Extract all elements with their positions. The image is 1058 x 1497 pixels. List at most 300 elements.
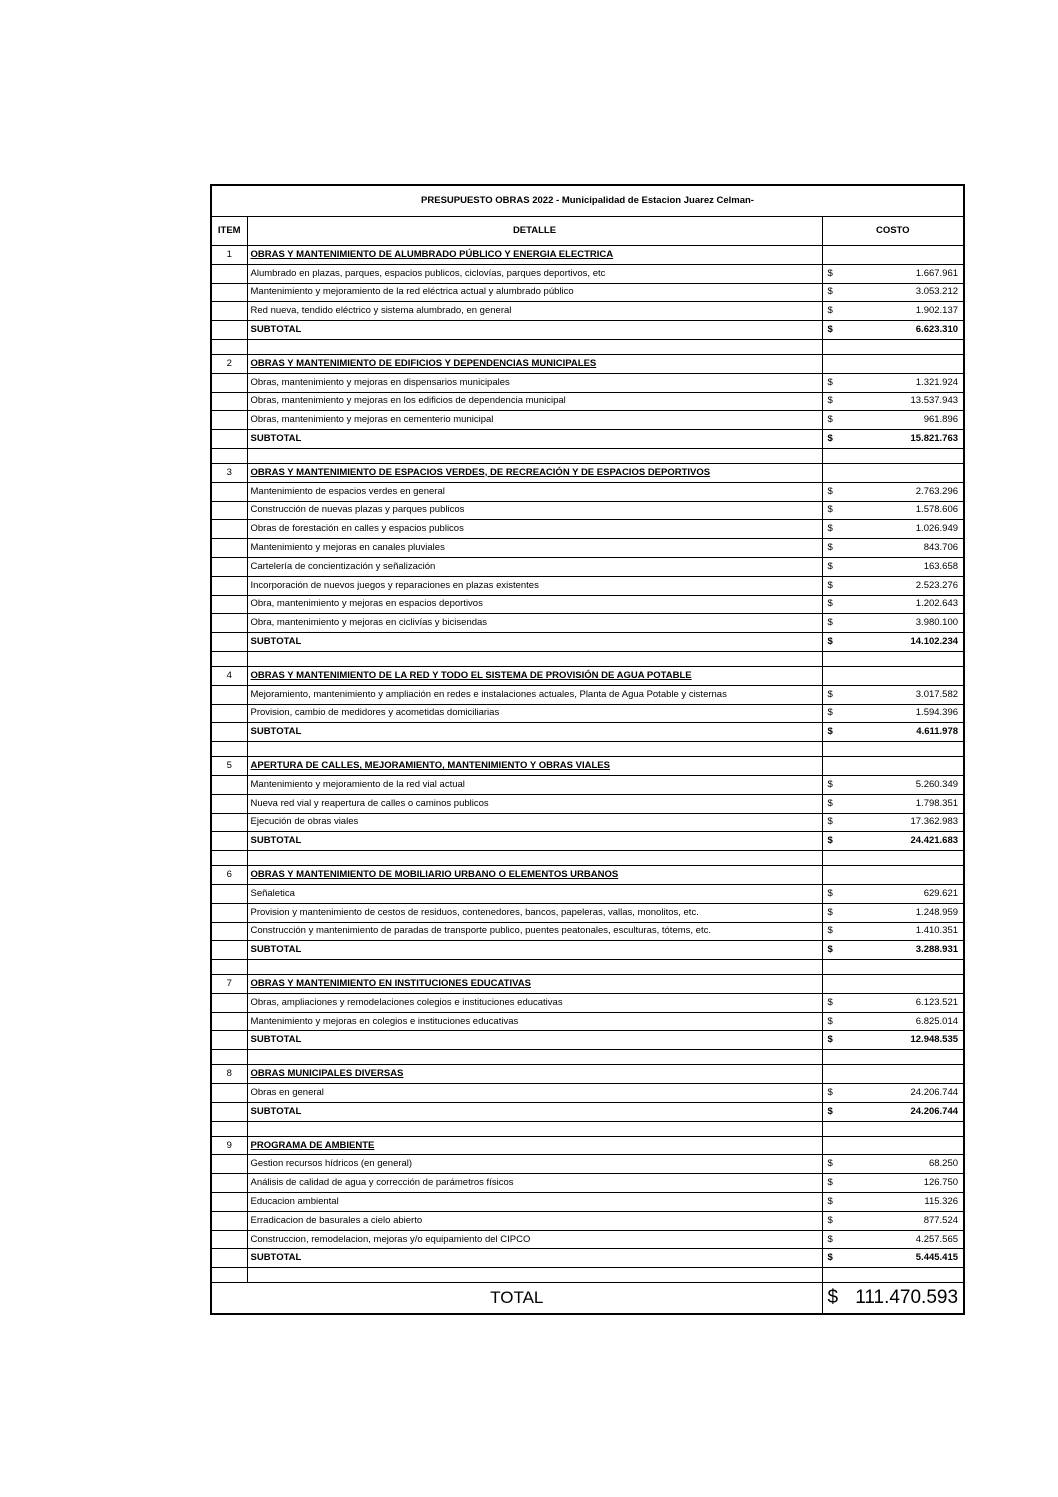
row-detail: Obra, mantenimiento y mejoras en ciclivías y bicisendas [247, 614, 822, 633]
row-cost-wrap [826, 393, 961, 409]
currency-symbol: $ [827, 778, 833, 790]
row-cost-wrap [826, 1232, 961, 1248]
row-detail: Provision, cambio de medidores y acometidas domiciliarias [247, 704, 822, 723]
subtotal-row [211, 941, 964, 960]
row-cost [822, 813, 964, 832]
section-heading-row [211, 666, 964, 685]
table-row [211, 302, 964, 321]
row-item-empty [211, 1230, 247, 1249]
spacer-row [211, 1268, 964, 1283]
spacer-cell [822, 339, 964, 354]
row-cost-wrap [826, 995, 961, 1011]
currency-symbol: $ [827, 305, 833, 317]
table-header-row [211, 217, 964, 246]
subtotal-row [211, 430, 964, 449]
row-cost [822, 1211, 964, 1230]
subtotal-cost-wrap [826, 724, 961, 740]
subtotal-item-empty [211, 430, 247, 449]
currency-symbol: $ [827, 542, 833, 554]
section-cost-empty [822, 1136, 964, 1155]
row-cost [822, 1155, 964, 1174]
row-item-empty [211, 264, 247, 283]
section-cost-empty [822, 757, 964, 776]
row-cost-amount: 6.825.014 [915, 1015, 959, 1027]
row-cost-amount: 126.750 [923, 1177, 959, 1189]
currency-symbol: $ [827, 617, 833, 629]
table-title: PRESUPUESTO OBRAS 2022 - Municipalidad de Estacion Juarez Celman- [211, 185, 964, 217]
subtotal-row [211, 321, 964, 340]
table-row [211, 501, 964, 520]
table-row [211, 794, 964, 813]
row-cost-amount: 1.410.351 [915, 925, 959, 937]
row-item-empty [211, 482, 247, 501]
section-cost-empty [822, 866, 964, 885]
table-row [211, 922, 964, 941]
table-row [211, 903, 964, 922]
row-item-empty [211, 539, 247, 558]
row-cost-wrap [826, 796, 961, 812]
row-item-empty [211, 1211, 247, 1230]
row-cost [822, 1084, 964, 1103]
table-row [211, 1155, 964, 1174]
row-cost-wrap [826, 375, 961, 391]
subtotal-cost [822, 633, 964, 652]
row-cost-amount: 1.321.924 [915, 376, 959, 388]
section-heading-row [211, 757, 964, 776]
row-detail: Obras, mantenimiento y mejoras en los edificios de dependencia municipal [247, 392, 822, 411]
row-cost-amount: 5.260.349 [915, 778, 959, 790]
subtotal-cost [822, 1102, 964, 1121]
row-cost-amount: 1.578.606 [915, 504, 959, 516]
spacer-cell [822, 851, 964, 866]
currency-symbol: $ [827, 1214, 833, 1226]
row-cost [822, 411, 964, 430]
section-item-number: 6 [211, 866, 247, 885]
currency-symbol: $ [827, 707, 833, 719]
row-cost-wrap [826, 777, 961, 793]
section-title: OBRAS Y MANTENIMIENTO DE LA RED Y TODO EL SISTEMA DE PROVISIÓN DE AGUA POTABLE [247, 666, 822, 685]
row-item-empty [211, 1084, 247, 1103]
row-detail: Ejecución de obras viales [247, 813, 822, 832]
currency-symbol: $ [827, 1158, 833, 1170]
row-cost-amount: 1.202.643 [915, 598, 959, 610]
spacer-cell [247, 448, 822, 463]
section-title: APERTURA DE CALLES, MEJORAMIENTO, MANTENIMIENTO Y OBRAS VIALES [247, 757, 822, 776]
currency-symbol: $ [827, 1034, 833, 1046]
currency-symbol: $ [827, 286, 833, 298]
table-row [211, 993, 964, 1012]
subtotal-cost-wrap [826, 431, 961, 447]
row-cost [822, 614, 964, 633]
section-item-number: 7 [211, 975, 247, 994]
row-cost-wrap [826, 266, 961, 282]
row-cost [822, 993, 964, 1012]
currency-symbol: $ [827, 996, 833, 1008]
spacer-cell [247, 1268, 822, 1283]
row-cost [822, 1230, 964, 1249]
subtotal-cost [822, 941, 964, 960]
row-detail: Cartelería de concientización y señalización [247, 557, 822, 576]
row-cost-wrap [826, 502, 961, 518]
row-detail: Mejoramiento, mantenimiento y ampliación en redes e instalaciones actuales, Planta de Agua Potable y cisternas [247, 685, 822, 704]
spacer-cell [247, 851, 822, 866]
row-cost [822, 482, 964, 501]
row-item-empty [211, 1174, 247, 1193]
spacer-cell [211, 651, 247, 666]
subtotal-cost-amount: 5.445.415 [915, 1252, 959, 1264]
row-item-empty [211, 1193, 247, 1212]
section-item-number: 9 [211, 1136, 247, 1155]
row-detail: Construcción de nuevas plazas y parques publicos [247, 501, 822, 520]
row-cost-amount: 1.594.396 [915, 707, 959, 719]
row-cost-wrap [826, 1014, 961, 1030]
spacer-cell [211, 742, 247, 757]
subtotal-item-empty [211, 1249, 247, 1268]
header-cost: COSTO [822, 217, 964, 246]
section-heading-row [211, 1065, 964, 1084]
subtotal-item-empty [211, 941, 247, 960]
table-row [211, 1012, 964, 1031]
table-row [211, 557, 964, 576]
subtotal-cost-amount: 14.102.234 [910, 636, 959, 648]
section-cost-empty [822, 354, 964, 373]
spacer-row [211, 742, 964, 757]
table-row [211, 576, 964, 595]
row-detail: Obra, mantenimiento y mejoras en espacios deportivos [247, 595, 822, 614]
currency-symbol: $ [827, 1233, 833, 1245]
table-row [211, 813, 964, 832]
total-row [211, 1283, 964, 1315]
row-cost-amount: 68.250 [928, 1158, 959, 1170]
table-title-row [211, 185, 964, 217]
subtotal-label: SUBTOTAL [247, 723, 822, 742]
currency-symbol: $ [827, 1177, 833, 1189]
row-detail: Obras en general [247, 1084, 822, 1103]
currency-symbol: $ [827, 414, 833, 426]
currency-symbol: $ [827, 267, 833, 279]
spacer-row [211, 960, 964, 975]
currency-symbol: $ [827, 636, 833, 648]
row-cost-wrap [826, 484, 961, 500]
row-cost-wrap [826, 521, 961, 537]
currency-symbol: $ [827, 504, 833, 516]
section-heading-row [211, 246, 964, 265]
currency-symbol: $ [827, 688, 833, 700]
table-row [211, 704, 964, 723]
section-heading-row [211, 1136, 964, 1155]
row-item-empty [211, 794, 247, 813]
spacer-cell [822, 960, 964, 975]
subtotal-item-empty [211, 321, 247, 340]
row-cost-amount: 13.537.943 [910, 395, 959, 407]
subtotal-label: SUBTOTAL [247, 1031, 822, 1050]
row-cost-wrap [826, 814, 961, 830]
row-item-empty [211, 411, 247, 430]
section-item-number: 2 [211, 354, 247, 373]
subtotal-cost-wrap [826, 1032, 961, 1048]
subtotal-label: SUBTOTAL [247, 430, 822, 449]
currency-symbol: $ [827, 324, 833, 336]
subtotal-cost-amount: 3.288.931 [915, 944, 959, 956]
spacer-cell [211, 1121, 247, 1136]
row-detail: Nueva red vial y reapertura de calles o caminos publicos [247, 794, 822, 813]
subtotal-item-empty [211, 633, 247, 652]
row-cost-amount: 17.362.983 [910, 816, 959, 828]
currency-symbol: $ [827, 835, 833, 847]
row-cost [822, 1193, 964, 1212]
subtotal-cost [822, 1031, 964, 1050]
header-detail: DETALLE [247, 217, 822, 246]
row-item-empty [211, 373, 247, 392]
row-cost-wrap [826, 596, 961, 612]
subtotal-cost-amount: 6.623.310 [915, 324, 959, 336]
row-detail: Obras, mantenimiento y mejoras en dispensarios municipales [247, 373, 822, 392]
section-title: OBRAS MUNICIPALES DIVERSAS [247, 1065, 822, 1084]
currency-symbol: $ [827, 523, 833, 535]
spacer-cell [247, 1050, 822, 1065]
row-cost-amount: 2.523.276 [915, 579, 959, 591]
subtotal-row [211, 1102, 964, 1121]
total-cost-amount: 111.470.593 [855, 1287, 959, 1309]
row-cost-amount: 3.980.100 [915, 617, 959, 629]
spacer-cell [822, 448, 964, 463]
row-cost-wrap [826, 923, 961, 939]
row-cost-wrap [826, 559, 961, 575]
row-item-empty [211, 704, 247, 723]
row-cost [822, 884, 964, 903]
row-cost-wrap [826, 905, 961, 921]
subtotal-cost-amount: 24.206.744 [910, 1105, 959, 1117]
row-detail: Señaletica [247, 884, 822, 903]
row-cost [822, 373, 964, 392]
row-cost-amount: 1.026.949 [915, 523, 959, 535]
currency-symbol: $ [827, 944, 833, 956]
row-cost-amount: 1.248.959 [915, 906, 959, 918]
row-cost-amount: 843.706 [923, 542, 959, 554]
row-cost-wrap [826, 705, 961, 721]
row-item-empty [211, 283, 247, 302]
table-row [211, 1174, 964, 1193]
row-cost-amount: 4.257.565 [915, 1233, 959, 1245]
total-label: TOTAL [211, 1283, 822, 1315]
row-cost-wrap [826, 284, 961, 300]
row-item-empty [211, 520, 247, 539]
spacer-cell [822, 742, 964, 757]
row-detail: Erradicacion de basurales a cielo abierto [247, 1211, 822, 1230]
currency-symbol: $ [827, 925, 833, 937]
section-cost-empty [822, 975, 964, 994]
row-item-empty [211, 557, 247, 576]
row-item-empty [211, 614, 247, 633]
row-cost [822, 539, 964, 558]
row-cost-amount: 2.763.296 [915, 485, 959, 497]
row-cost [822, 501, 964, 520]
row-cost-wrap [826, 303, 961, 319]
row-detail: Construccion, remodelacion, mejoras y/o equipamiento del CIPCO [247, 1230, 822, 1249]
section-heading-row [211, 463, 964, 482]
row-cost-amount: 629.621 [923, 887, 959, 899]
currency-symbol: $ [827, 395, 833, 407]
spacer-cell [211, 339, 247, 354]
row-detail: Mantenimiento y mejoramiento de la red vial actual [247, 775, 822, 794]
currency-symbol: $ [827, 376, 833, 388]
row-cost-amount: 24.206.744 [910, 1086, 959, 1098]
row-detail: Análisis de calidad de agua y corrección de parámetros físicos [247, 1174, 822, 1193]
row-item-empty [211, 1012, 247, 1031]
section-cost-empty [822, 666, 964, 685]
subtotal-cost-wrap [826, 833, 961, 849]
row-cost-wrap [826, 687, 961, 703]
row-cost [822, 392, 964, 411]
row-cost-amount: 3.053.212 [915, 286, 959, 298]
row-detail: Obras, mantenimiento y mejoras en cementerio municipal [247, 411, 822, 430]
row-item-empty [211, 922, 247, 941]
currency-symbol: $ [827, 485, 833, 497]
subtotal-cost-wrap [826, 942, 961, 958]
row-cost-wrap [826, 1213, 961, 1229]
section-item-number: 5 [211, 757, 247, 776]
table-row [211, 392, 964, 411]
row-detail: Construcción y mantenimiento de paradas de transporte publico, puentes peatonales, esculturas, tótems, etc. [247, 922, 822, 941]
currency-symbol: $ [827, 906, 833, 918]
subtotal-cost-amount: 15.821.763 [910, 433, 959, 445]
table-row [211, 1193, 964, 1212]
spacer-row [211, 851, 964, 866]
row-cost [822, 302, 964, 321]
currency-symbol: $ [827, 433, 833, 445]
total-cost-wrap [826, 1287, 961, 1309]
spacer-cell [247, 1121, 822, 1136]
spacer-cell [247, 651, 822, 666]
subtotal-cost [822, 1249, 964, 1268]
spacer-row [211, 651, 964, 666]
row-cost-wrap [826, 412, 961, 428]
section-title: OBRAS Y MANTENIMIENTO DE MOBILIARIO URBANO O ELEMENTOS URBANOS [247, 866, 822, 885]
currency-symbol: $ [827, 1015, 833, 1027]
subtotal-cost-amount: 12.948.535 [910, 1034, 959, 1046]
subtotal-cost [822, 832, 964, 851]
table-row [211, 775, 964, 794]
table-row [211, 595, 964, 614]
spacer-cell [211, 448, 247, 463]
currency-symbol: $ [827, 1086, 833, 1098]
subtotal-label: SUBTOTAL [247, 633, 822, 652]
spacer-cell [822, 1268, 964, 1283]
row-cost [822, 704, 964, 723]
section-item-number: 8 [211, 1065, 247, 1084]
row-item-empty [211, 813, 247, 832]
table-row [211, 411, 964, 430]
section-title: OBRAS Y MANTENIMIENTO DE ESPACIOS VERDES, DE RECREACIÓN Y DE ESPACIOS DEPORTIVOS [247, 463, 822, 482]
currency-symbol: $ [827, 887, 833, 899]
table-row [211, 1211, 964, 1230]
subtotal-cost [822, 430, 964, 449]
spacer-cell [247, 960, 822, 975]
subtotal-cost-wrap [826, 322, 961, 338]
currency-symbol: $ [827, 1287, 839, 1309]
section-item-number: 3 [211, 463, 247, 482]
row-cost-amount: 1.798.351 [915, 797, 959, 809]
section-heading-row [211, 354, 964, 373]
subtotal-item-empty [211, 723, 247, 742]
subtotal-cost-wrap [826, 634, 961, 650]
subtotal-row [211, 723, 964, 742]
spacer-cell [822, 1050, 964, 1065]
currency-symbol: $ [827, 1105, 833, 1117]
table-row [211, 1230, 964, 1249]
row-cost [822, 922, 964, 941]
spacer-cell [211, 851, 247, 866]
row-detail: Provision y mantenimiento de cestos de residuos, contenedores, bancos, papeleras, vallas, monolitos, etc. [247, 903, 822, 922]
table-row [211, 685, 964, 704]
spacer-cell [247, 339, 822, 354]
table-row [211, 283, 964, 302]
spacer-row [211, 1050, 964, 1065]
row-cost-wrap [826, 1085, 961, 1101]
currency-symbol: $ [827, 816, 833, 828]
row-cost [822, 685, 964, 704]
subtotal-cost [822, 321, 964, 340]
row-cost [822, 283, 964, 302]
spacer-row [211, 1121, 964, 1136]
row-cost [822, 794, 964, 813]
section-cost-empty [822, 246, 964, 265]
spacer-cell [822, 1121, 964, 1136]
currency-symbol: $ [827, 579, 833, 591]
section-item-number: 4 [211, 666, 247, 685]
spacer-row [211, 448, 964, 463]
row-cost-wrap [826, 540, 961, 556]
row-cost [822, 1174, 964, 1193]
currency-symbol: $ [827, 1195, 833, 1207]
currency-symbol: $ [827, 560, 833, 572]
row-cost [822, 576, 964, 595]
row-detail: Red nueva, tendido eléctrico y sistema alumbrado, en general [247, 302, 822, 321]
subtotal-row [211, 1249, 964, 1268]
subtotal-label: SUBTOTAL [247, 1249, 822, 1268]
currency-symbol: $ [827, 1252, 833, 1264]
row-cost-amount: 163.658 [923, 560, 959, 572]
row-item-empty [211, 685, 247, 704]
table-row [211, 482, 964, 501]
row-detail: Mantenimiento y mejoras en colegios e instituciones educativas [247, 1012, 822, 1031]
section-cost-empty [822, 463, 964, 482]
table-row [211, 373, 964, 392]
subtotal-row [211, 633, 964, 652]
table-row [211, 264, 964, 283]
row-detail: Incorporación de nuevos juegos y reparaciones en plazas existentes [247, 576, 822, 595]
table-row [211, 1084, 964, 1103]
currency-symbol: $ [827, 797, 833, 809]
subtotal-cost-wrap [826, 1250, 961, 1266]
row-cost [822, 557, 964, 576]
row-cost-amount: 877.524 [923, 1214, 959, 1226]
row-cost [822, 775, 964, 794]
row-cost-amount: 115.326 [924, 1195, 959, 1207]
subtotal-cost-wrap [826, 1104, 961, 1120]
row-detail: Mantenimiento de espacios verdes en general [247, 482, 822, 501]
row-cost [822, 1012, 964, 1031]
budget-table [210, 184, 965, 1315]
row-item-empty [211, 884, 247, 903]
row-cost-amount: 1.902.137 [915, 305, 959, 317]
row-cost-amount: 3.017.582 [915, 688, 959, 700]
spacer-cell [211, 1050, 247, 1065]
header-item: ITEM [211, 217, 247, 246]
row-cost-wrap [826, 1175, 961, 1191]
section-title: OBRAS Y MANTENIMIENTO EN INSTITUCIONES EDUCATIVAS [247, 975, 822, 994]
row-detail: Obras, ampliaciones y remodelaciones colegios e instituciones educativas [247, 993, 822, 1012]
